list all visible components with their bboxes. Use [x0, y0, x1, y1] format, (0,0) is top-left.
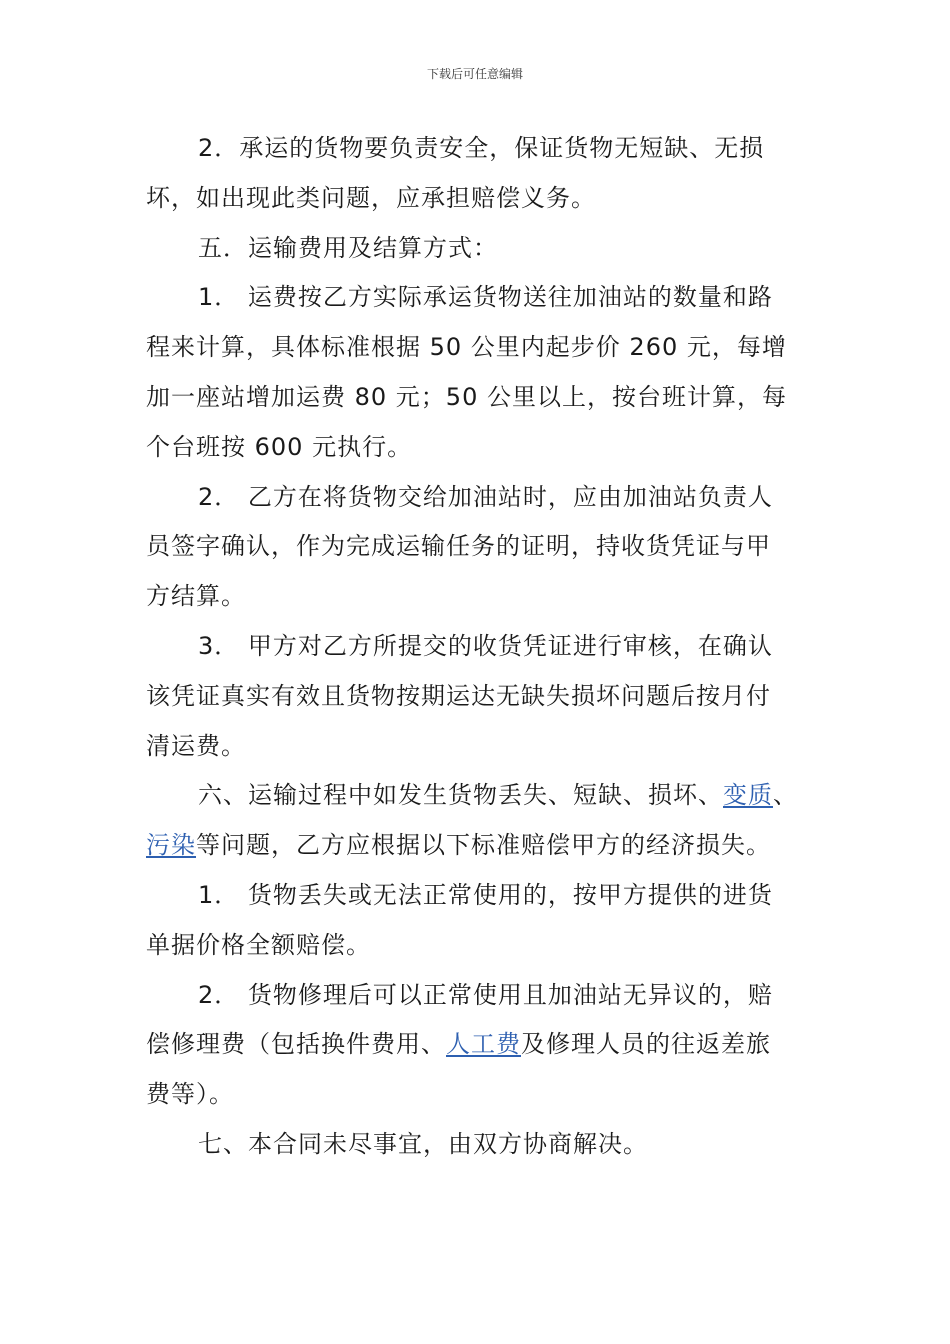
- text-line: [146, 572, 818, 622]
- text-line: [146, 224, 818, 274]
- text-run: 2． 乙方在将货物交给加油站时，应由加油站负责人: [198, 482, 773, 511]
- text-line: [146, 522, 818, 572]
- text-line: [146, 473, 818, 523]
- text-line: [146, 622, 818, 672]
- text-run: 方结算。: [146, 582, 246, 611]
- text-run: 员签字确认，作为完成运输任务的证明，持收货凭证与甲: [146, 532, 771, 561]
- text-run: 坏，如出现此类问题，应承担赔偿义务。: [146, 183, 596, 212]
- text-run: 、: [773, 781, 798, 810]
- text-line: [146, 871, 818, 921]
- text-run: 2． 货物修理后可以正常使用且加油站无异议的，赔: [198, 980, 773, 1009]
- text-run: 2．承运的货物要负责安全，保证货物无短缺、无损: [198, 134, 765, 162]
- text-line: [146, 1020, 818, 1070]
- text-line: [146, 921, 818, 971]
- text-line: [146, 672, 818, 722]
- text-run: 加一座站增加运费 80 元；50 公里以上，按台班计算，每: [146, 382, 787, 411]
- text-run: 个台班按 600 元执行。: [146, 432, 413, 461]
- document-body: [146, 124, 818, 1170]
- text-run: 等问题，乙方应根据以下标准赔偿甲方的经济损失。: [196, 831, 771, 860]
- text-run: 五．运输费用及结算方式：: [198, 233, 498, 262]
- text-run: 该凭证真实有效且货物按期运达无缺失损坏问题后按月付: [146, 681, 771, 710]
- text-line: [146, 971, 818, 1021]
- text-run: 七、本合同未尽事宜，由双方协商解决。: [198, 1129, 648, 1158]
- text-run: 程来计算，具体标准根据 50 公里内起步价 260 元，每增: [146, 333, 787, 362]
- text-line: [146, 771, 818, 821]
- page-header: 下载后可任意编辑: [426, 67, 523, 81]
- text-run: 1． 运费按乙方实际承运货物送往加油站的数量和路: [198, 283, 773, 312]
- text-run: 费等）。: [146, 1080, 234, 1109]
- text-run: 3． 甲方对乙方所提交的收货凭证进行审核，在确认: [198, 631, 773, 660]
- hyperlink[interactable]: 污染: [146, 831, 196, 860]
- text-run: 偿修理费（包括换件费用、: [146, 1030, 446, 1059]
- text-run: 六、运输过程中如发生货物丢失、短缺、损坏、: [198, 781, 723, 810]
- text-line: [146, 1070, 818, 1120]
- text-line: [146, 821, 818, 871]
- text-run: 及修理人员的往返差旅: [521, 1030, 771, 1059]
- text-line: [146, 174, 818, 224]
- text-run: 单据价格全额赔偿。: [146, 930, 371, 959]
- text-run: 清运费。: [146, 731, 246, 760]
- text-line: [146, 722, 818, 772]
- text-run: 1． 货物丢失或无法正常使用的，按甲方提供的进货: [198, 880, 773, 909]
- text-line: [146, 423, 818, 473]
- text-line: [146, 1120, 818, 1170]
- text-line: [146, 273, 818, 323]
- hyperlink[interactable]: 变质: [723, 781, 773, 810]
- text-line: [146, 323, 818, 373]
- text-line: [146, 124, 818, 174]
- text-line: [146, 373, 818, 423]
- hyperlink[interactable]: 人工费: [446, 1030, 521, 1059]
